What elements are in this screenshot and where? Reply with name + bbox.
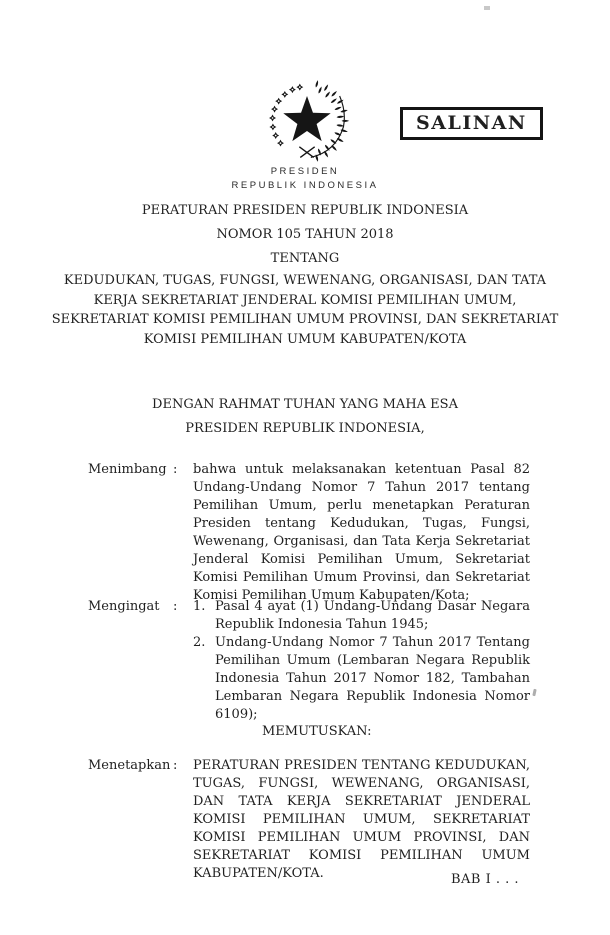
regulation-subject <box>0 271 610 349</box>
regulation-number: NOMOR 105 TAHUN 2018 <box>216 227 394 242</box>
menimbang-clause <box>88 461 530 605</box>
memutuskan-heading: MEMUTUSKAN: <box>262 724 372 739</box>
menetapkan-label: Menetapkan <box>88 758 171 773</box>
letterhead-republik-indonesia: REPUBLIK INDONESIA <box>231 180 379 191</box>
subject-line: KERJA SEKRETARIAT JENDERAL KOMISI PEMILIHAN UMUM, <box>93 292 517 308</box>
subject-line: KOMISI PEMILIHAN UMUM KABUPATEN/KOTA <box>143 331 467 347</box>
page-continuation-note: BAB I . . . <box>450 872 519 887</box>
subject-line: KEDUDUKAN, TUGAS, FUNGSI, WEWENANG, ORGANISASI, DAN TATA <box>63 273 547 288</box>
menimbang-text: bahwa untuk melaksanakan ketentuan Pasal 82 Undang-Undang Nomor 7 Tahun 2017 tentang Pemilihan Umum, perlu menetapkan Peraturan Presiden tentang Kedudukan, Tugas, Fungsi, Wewenang, Organisasi, dan Tata Kerja Sekretariat Jenderal Komisi Pemilihan Umum, Sekretariat Komisi Pemilihan Umum Provinsi, dan Sekretariat Komisi Pemilihan Umum Kabupaten/Kota; <box>193 462 530 603</box>
menimbang-colon: : <box>173 462 178 477</box>
menetapkan-colon: : <box>173 758 178 773</box>
menimbang-label: Menimbang <box>88 462 167 477</box>
menetapkan-clause <box>88 757 530 883</box>
letterhead-presiden: PRESIDEN <box>270 166 340 177</box>
letterhead <box>0 166 610 191</box>
presidential-star-wreath-seal-icon <box>259 74 355 164</box>
mengingat-colon: : <box>173 599 178 614</box>
regulation-tentang: TENTANG <box>270 251 340 266</box>
mengingat-item-text: Pasal 4 ayat (1) Undang-Undang Dasar Negara Republik Indonesia Tahun 1945; <box>215 599 530 632</box>
regulation-title: PERATURAN PRESIDEN REPUBLIK INDONESIA <box>141 203 469 218</box>
authority-line: PRESIDEN REPUBLIK INDONESIA, <box>185 421 425 436</box>
salinan-copy-stamp <box>400 107 543 140</box>
mengingat-item-number: 2. <box>193 635 206 650</box>
scan-artifact <box>532 689 536 696</box>
salinan-stamp-label: SALINAN <box>416 112 527 134</box>
mengingat-clause <box>88 598 530 724</box>
mengingat-item-number: 1. <box>193 599 206 614</box>
subject-line: SEKRETARIAT KOMISI PEMILIHAN UMUM PROVINSI, DAN SEKRETARIAT <box>51 312 559 327</box>
menetapkan-text: PERATURAN PRESIDEN TENTANG KEDUDUKAN, TUGAS, FUNGSI, WEWENANG, ORGANISASI, DAN TATA KERJA SEKRETARIAT JENDERAL KOMISI PEMILIHAN UMUM, SEKRETARIAT KOMISI PEMILIHAN UMUM PROVINSI, DAN SEKRETARIAT KOMISI PEMILIHAN UMUM KABUPATEN/KOTA. <box>193 758 530 881</box>
scan-artifact <box>484 6 490 10</box>
mengingat-item <box>193 598 530 634</box>
invocation-line: DENGAN RAHMAT TUHAN YANG MAHA ESA <box>152 397 458 412</box>
mengingat-label: Mengingat <box>88 599 160 614</box>
mengingat-item-text: Undang-Undang Nomor 7 Tahun 2017 Tentang Pemilihan Umum (Lembaran Negara Republik Indonesia Tahun 2017 Nomor 182, Tambahan Lembaran Negara Republik Indonesia Nomor 6109); <box>215 635 530 722</box>
mengingat-item <box>193 634 530 724</box>
